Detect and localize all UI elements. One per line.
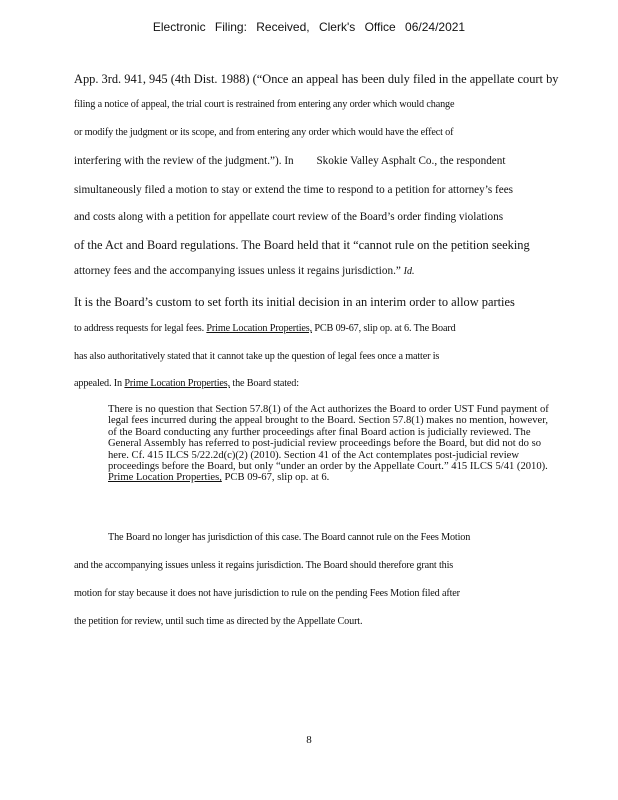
page-number: 8: [306, 734, 312, 746]
body-line-5: simultaneously filed a motion to stay or extend the time to respond to a petition for attorney’s fees: [74, 184, 514, 196]
case-name: Prime Location Properties,: [108, 472, 222, 484]
body-text: interfering with the review of the judgment.”). In: [74, 155, 294, 167]
body-line-7: of the Act and Board regulations. The Board held that it “cannot rule on the petition seeking: [74, 238, 530, 252]
body-text: appealed. In: [74, 378, 122, 389]
citation-text: PCB 09-67, slip op. at 6.: [224, 472, 330, 484]
body-line-9: It is the Board’s custom to set forth its initial decision in an interim order to allow parties: [74, 295, 515, 309]
body-line-8: [74, 265, 552, 277]
case-name: Skokie Valley Asphalt Co.,: [316, 155, 438, 167]
id-citation: Id.: [403, 266, 415, 277]
body-text: PCB 09-67, slip op. at 6. The Board: [314, 323, 456, 334]
quote-text: There is no question that Section 57.8(1) of the Act authorizes the Board to order UST Fund payment of legal fees incurred during the appeal brought to the Board. Section 57.8(1) makes no mention, however, of the Board conducting any further proceedings after final Board action is judicially reviewed. The General Assembly has referred to post-judicial review proceedings before the Board, but did not do so here. Cf. 415 ILCS 5/22.2d(c)(2) (2010). Section 41 of the Act contemplates post-judicial review proceedings before the Board, but only “under an order by the Appellate Court.” 415 ILCS 5/41 (2010).: [108, 404, 549, 473]
quote-citation: [108, 472, 553, 483]
case-name: Prime Location Properties,: [124, 378, 230, 389]
body-line-12: [74, 378, 552, 389]
body-text: attorney fees and the accompanying issues unless it regains jurisdiction.”: [74, 265, 401, 277]
closing-line-3: motion for stay because it does not have jurisdiction to rule on the pending Fees Motion filed after: [74, 588, 460, 599]
body-line-10: [74, 323, 552, 334]
body-line-3: or modify the judgment or its scope, and from entering any order which would have the effect of: [74, 127, 454, 138]
closing-line-2: and the accompanying issues unless it regains jurisdiction. The Board should therefore grant this: [74, 560, 454, 571]
body-text: the respondent: [439, 155, 506, 167]
closing-line-1: The Board no longer has jurisdiction of this case. The Board cannot rule on the Fees Motion: [108, 532, 471, 543]
body-text: to address requests for legal fees.: [74, 323, 204, 334]
block-quote: [108, 404, 553, 484]
filing-header: Electronic Filing: Received, Clerk's Office 06/24/2021: [152, 20, 466, 34]
body-line-6: and costs along with a petition for appellate court review of the Board’s order finding violations: [74, 211, 504, 223]
case-name: Prime Location Properties,: [206, 323, 312, 334]
body-line-11: has also authoritatively stated that it cannot take up the question of legal fees once a matter is: [74, 351, 440, 362]
body-line-4: [74, 155, 552, 167]
body-line-2: filing a notice of appeal, the trial court is restrained from entering any order which would change: [74, 99, 455, 110]
body-text: the Board stated:: [232, 378, 299, 389]
closing-line-4: the petition for review, until such time as directed by the Appellate Court.: [74, 616, 363, 627]
body-line-1: App. 3rd. 941, 945 (4th Dist. 1988) (“Once an appeal has been duly filed in the appellate court by: [74, 72, 559, 86]
